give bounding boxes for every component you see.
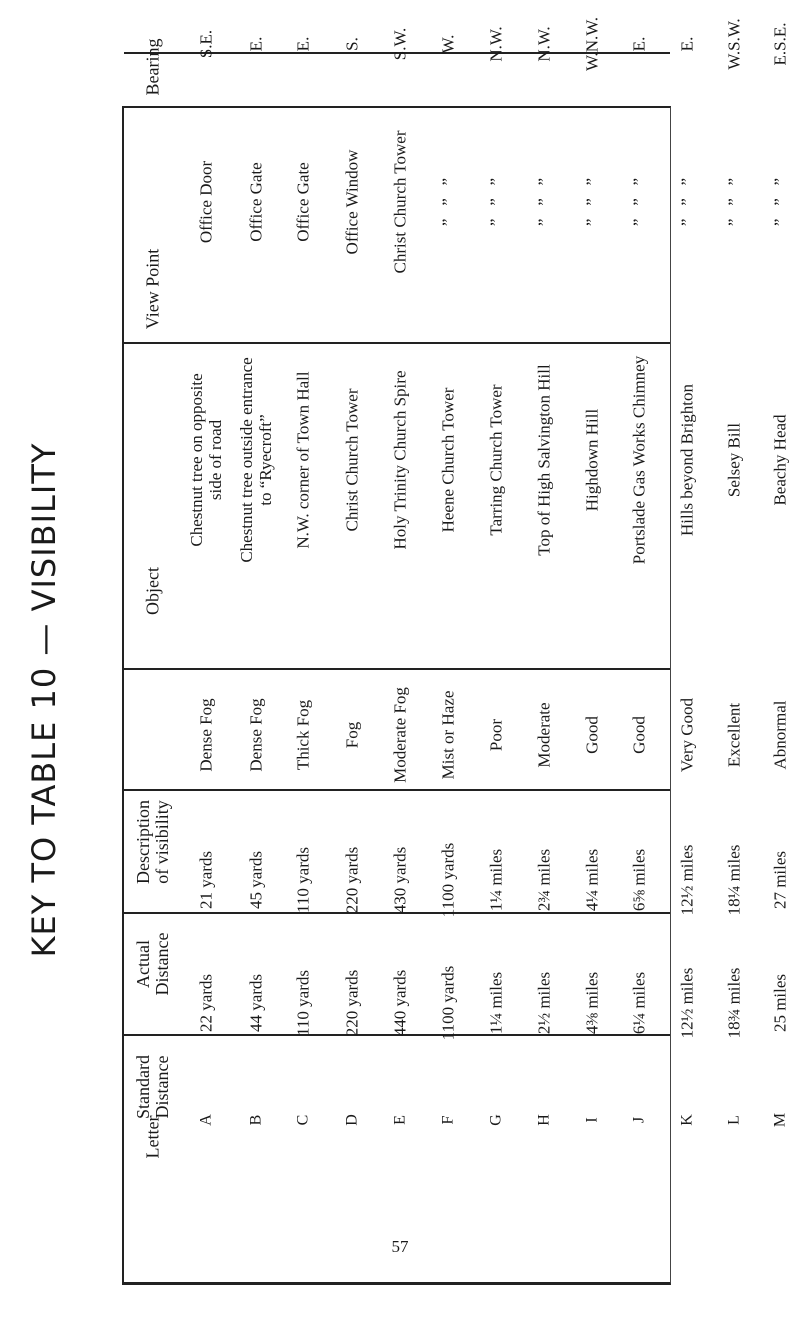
cell-object-text: Chestnut tree on opposite side of road [187,373,225,547]
cell-bearing-text: N.W. [534,26,554,62]
cell-standard-text: 6¼ miles [629,971,649,1035]
cell-letter-text: G [487,1114,505,1126]
cell-description-text: Very Good [677,697,697,773]
cell-view-point-text: ” ” ” [486,177,506,227]
cell-actual-text: 1¼ miles [486,848,506,912]
column-divider [124,668,670,670]
cell-letter-text: M [771,1112,789,1128]
cell-letter-text: C [294,1114,312,1126]
cell-view-point-text: ” ” ” [582,177,602,227]
cell-view-point-text: Office Door [196,160,216,244]
cell-view-point-text: Office Gate [293,162,313,242]
cell-standard-text: 18¾ miles [724,967,744,1039]
cell-standard-text: 22 yards [196,973,216,1033]
cell-standard-text: 1100 yards [438,965,458,1041]
column-divider [124,342,670,344]
cell-description-text: Abnormal [770,700,790,770]
cell-letter-text: F [439,1115,457,1125]
cell-object-text: Holy Trinity Church Spire [390,370,410,550]
cell-view-point-text: ” ” ” [770,177,790,227]
cell-object-text: Highdown Hill [582,408,602,512]
cell-description-text: Dense Fog [246,698,266,772]
visibility-key-table [122,17,790,1285]
cell-description-text: Poor [486,718,506,752]
cell-object-text: Selsey Bill [724,422,744,498]
cell-standard-text: 440 yards [390,969,410,1037]
cell-description-text: Mist or Haze [438,690,458,780]
cell-actual-text: 6⅝ miles [629,848,649,912]
cell-bearing-text: E. [677,36,697,52]
cell-actual-text: 27 miles [770,850,790,910]
cell-actual-text: 110 yards [293,847,313,913]
cell-bearing-text: S. [342,37,362,51]
cell-description-text: Thick Fog [293,699,313,771]
header-object-text: Object [142,567,163,615]
cell-bearing-text: E. [293,36,313,52]
cell-standard-text: 1¼ miles [486,971,506,1035]
header-standard-text: Standard Distance [133,1055,172,1119]
cell-object-text: Beachy Head [770,414,790,506]
cell-actual-text: 21 yards [196,850,216,910]
cell-standard-text: 25 miles [770,973,790,1033]
cell-object-text: Chestnut tree outside entrance to “Ryecroft” [237,357,275,563]
cell-standard-text: 4⅜ miles [582,971,602,1035]
cell-bearing-text: W.S.W. [724,18,744,70]
cell-actual-text: 2¾ miles [534,848,554,912]
cell-description-text: Excellent [724,702,744,768]
cell-object-text: Heene Church Tower [438,387,458,533]
cell-view-point-text: ” ” ” [438,177,458,227]
cell-actual-text: 430 yards [390,846,410,914]
column-divider [124,789,670,791]
cell-standard-text: 220 yards [342,969,362,1037]
header-view-point-text: View Point [142,248,163,330]
cell-actual-text: 45 yards [246,850,266,910]
cell-actual-text: 12½ miles [677,844,697,916]
header-description-text: Description of visibility [133,800,172,884]
cell-description-text: Moderate [534,702,554,768]
cell-view-point-text: ” ” ” [629,177,649,227]
header-bearing-text: Bearing [142,38,163,96]
cell-description-text: Dense Fog [196,698,216,772]
cell-bearing-text: E. [246,36,266,52]
cell-view-point-text: Office Window [342,149,362,255]
cell-letter-text: L [725,1115,743,1125]
cell-object-text: Christ Church Tower [342,388,362,532]
cell-bearing-text: E. [629,36,649,52]
cell-description-text: Good [629,716,649,754]
cell-bearing-text: E.S.E. [770,22,790,66]
cell-bearing-text: W. [438,34,458,54]
cell-actual-text: 18¼ miles [724,844,744,916]
cell-letter-text: E [391,1115,409,1125]
cell-view-point-text: ” ” ” [724,177,744,227]
cell-view-point-text: Christ Church Tower [390,130,410,274]
cell-object-text: Hills beyond Brighton [677,383,697,537]
cell-letter-text: K [678,1114,696,1126]
cell-description-text: Moderate Fog [390,687,410,783]
cell-view-point-text: ” ” ” [677,177,697,227]
cell-view-point-text: ” ” ” [534,177,554,227]
cell-standard-text: 110 yards [293,970,313,1036]
cell-letter-text: A [197,1114,215,1126]
cell-letter-text: I [583,1117,601,1123]
cell-bearing-text: N.W. [486,26,506,62]
cell-standard-text: 12½ miles [677,967,697,1039]
side-title-text: KEY TO TABLE 10 — VISIBILITY [25,442,63,958]
cell-view-point-text: Office Gate [246,162,266,242]
cell-bearing-text: S.W. [390,27,410,61]
cell-standard-text: 2½ miles [534,971,554,1035]
cell-actual-text: 1100 yards [438,842,458,918]
cell-letter-text: B [247,1114,265,1126]
cell-bearing-text: S.E. [196,29,216,59]
cell-object-text: N.W. corner of Town Hall [293,371,313,549]
cell-letter-text: H [535,1114,553,1126]
header-letter-text: Letter [142,1115,163,1159]
cell-letter-text: J [630,1116,648,1124]
cell-object-text: Top of High Salvington Hill [534,364,554,556]
cell-object-text: Tarring Church Tower [486,384,506,536]
cell-standard-text: 44 yards [246,973,266,1033]
cell-actual-text: 220 yards [342,846,362,914]
page-number: 57 [391,1237,409,1256]
cell-letter-text: D [343,1114,361,1126]
cell-description-text: Fog [342,721,362,749]
cell-bearing-text: W.N.W. [582,17,602,71]
header-actual-text: Actual Distance [133,932,172,996]
cell-actual-text: 4¼ miles [582,848,602,912]
cell-object-text: Portslade Gas Works Chimney [629,355,649,565]
cell-description-text: Good [582,716,602,754]
